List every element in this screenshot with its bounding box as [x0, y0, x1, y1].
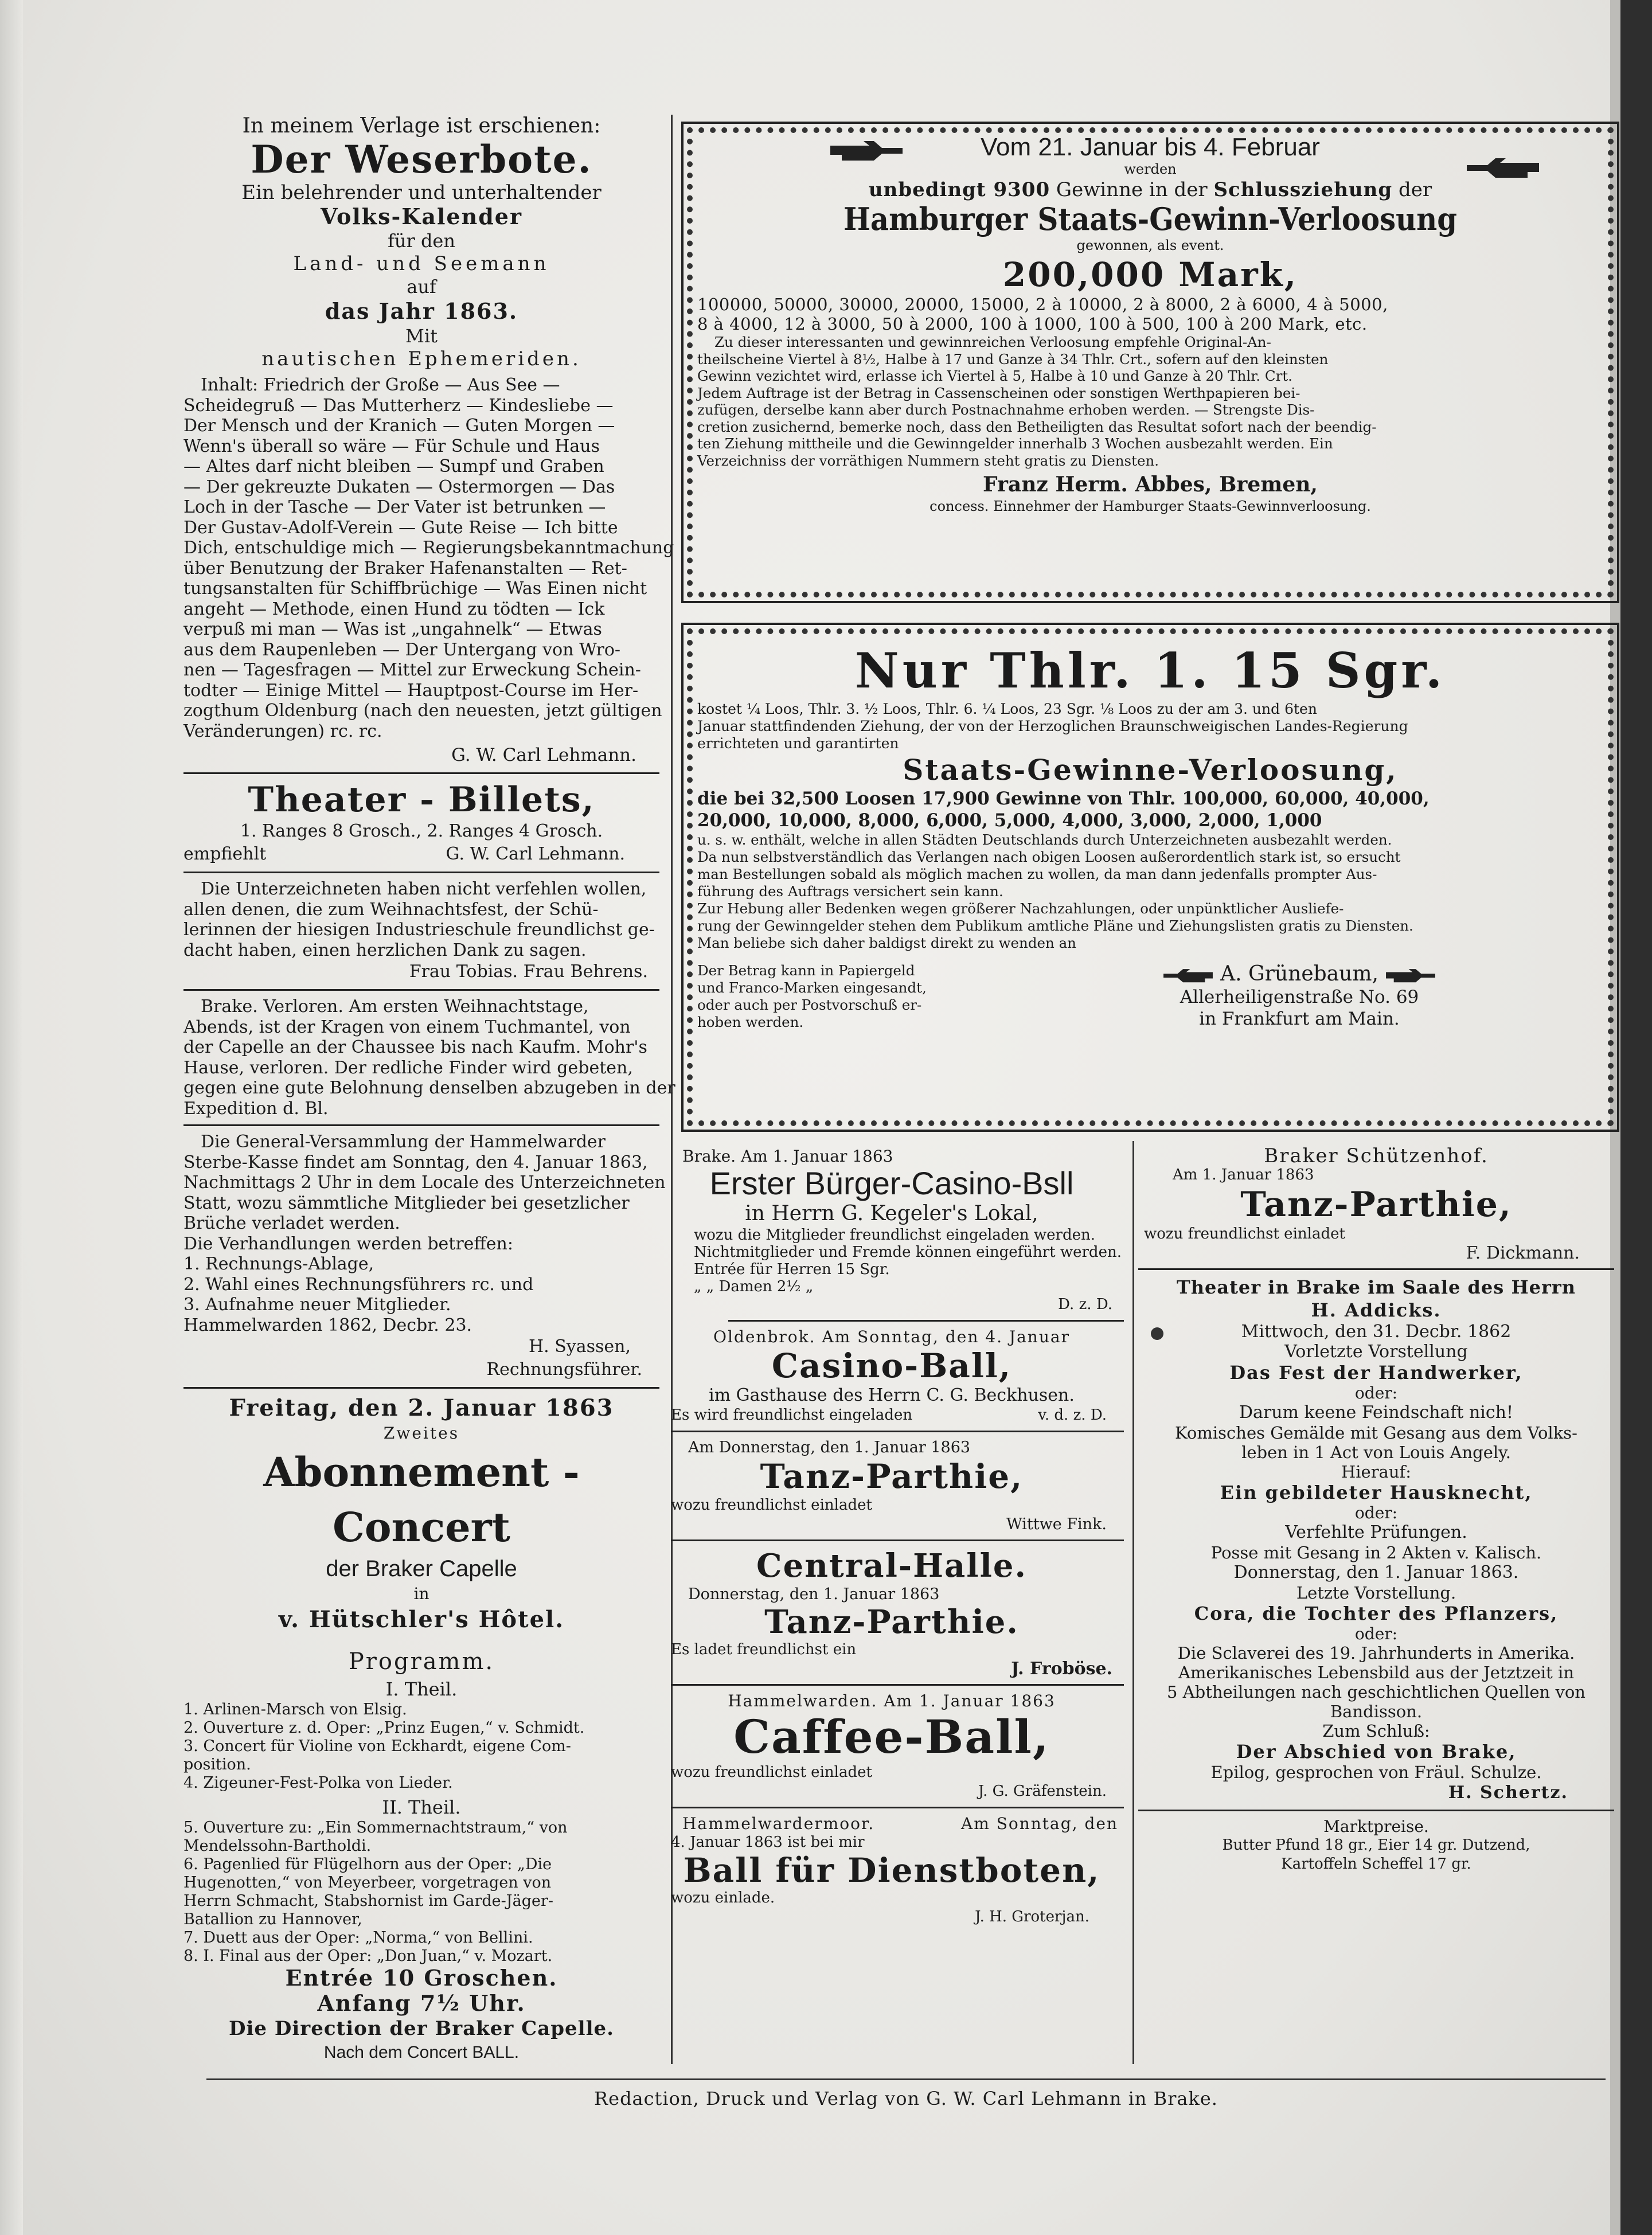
kalender-contents-line: — Altes darf nicht bleiben — Sumpf und Graben: [183, 456, 604, 476]
lottery2-prizes-1: die bei 32,500 Loosen 17,900 Gewinne von Thlr. 100,000, 60,000, 40,000,: [697, 788, 1430, 809]
lottery1-date-line: [697, 134, 1603, 161]
programme-item: 8. I. Final aus der Oper: „Don Juan,“ v. Mozart.: [183, 1947, 553, 1965]
versammlung-line: 1. Rechnungs-Ablage,: [183, 1254, 374, 1274]
lottery2-body-line: Zur Hebung aller Bedenken wegen größerer Nachzahlungen, oder unpünktlicher Ausliefe-: [697, 900, 1344, 917]
kalender-contents-line: Wenn's überall so wäre — Für Schule und Haus: [183, 436, 600, 456]
lottery2-body: [697, 831, 1603, 952]
divider: [671, 1431, 1124, 1432]
theater-play-2: Ein gebildeter Hausknecht,: [1220, 1482, 1533, 1503]
lottery1-signature: Franz Herm. Abbes, Bremen,: [983, 472, 1318, 497]
tanz1-date: Am Donnerstag, den 1. Januar 1863: [688, 1439, 971, 1456]
versammlung-line: 2. Wahl eines Rechnungsführers rc. und: [183, 1274, 534, 1295]
schuetzen-signature: F. Dickmann.: [1466, 1243, 1580, 1263]
central-date: Donnerstag, den 1. Januar 1863: [688, 1585, 940, 1603]
casino-location: in Herrn G. Kegeler's Lokal,: [745, 1202, 1038, 1225]
dienstboten-ball-advert: [659, 1814, 1124, 1927]
theater-signature: H. Schertz.: [1448, 1783, 1568, 1803]
theater-desc-2: leben in 1 Act von Louis Angely.: [1241, 1443, 1511, 1462]
lottery2-address-2: in Frankfurt am Main.: [1199, 1009, 1400, 1029]
lottery2-payment-line: und Franco-Marken eingesandt,: [697, 979, 927, 996]
caffee-ball-advert: [659, 1691, 1124, 1801]
lottery2-line-2: Januar stattfindenden Ziehung, der von der Herzoglichen Braunschweigischen Landes-Regierung: [697, 718, 1408, 734]
lottery2-name: A. Grünebaum,: [1220, 962, 1378, 986]
caffee-title: Caffee-Ball,: [733, 1710, 1050, 1764]
dienst-signature: J. H. Groterjan.: [975, 1908, 1089, 1925]
versammlung-body: [183, 1132, 666, 1335]
verloren-line: Hause, verloren. Der redliche Finder wird gebeten,: [183, 1057, 633, 1078]
caffee-date: Hammelwarden. Am 1. Januar 1863: [728, 1691, 1056, 1710]
theater-billets-advert: [183, 780, 659, 866]
lottery2-address-1: Allerheiligenstraße No. 69: [1180, 987, 1419, 1007]
buerger-casino-ball-advert: [659, 1147, 1124, 1314]
schuetzen-tanz-title: Tanz-Parthie,: [1240, 1185, 1512, 1225]
dienst-line-2: 4. Januar 1863 ist bei mir: [671, 1834, 865, 1851]
casino-date: Brake. Am 1. Januar 1863: [682, 1147, 893, 1166]
schuetzenhof-advert: [1138, 1144, 1614, 1263]
kalender-contents-line: — Der gekreuzte Dukaten — Ostermorgen — Das: [183, 476, 615, 497]
programme-item: Herrn Schmacht, Stabshornist im Garde-Jäger-: [183, 1892, 553, 1910]
schuetzen-date: Am 1. Januar 1863: [1173, 1166, 1314, 1183]
concert-theil-1: I. Theil.: [385, 1678, 458, 1700]
kalender-contents-line: todter — Einige Mittel — Hauptpost-Course im Her-: [183, 680, 639, 701]
oldenbrok-title: Casino-Ball,: [771, 1346, 1012, 1385]
lottery1-body-line: Verzeichniss der vorräthigen Nummern steht gratis zu Diensten.: [697, 452, 1159, 469]
programme-item: 1. Arlinen-Marsch von Elsig.: [183, 1701, 407, 1718]
tanz1-invite: wozu freundlichst einladet: [671, 1496, 872, 1514]
lottery1-body-line: cretion zusichernd, bemerke noch, dass den Betheiligten das Resultat sofort nach der beendig-: [697, 418, 1377, 435]
central-halle-advert: [659, 1547, 1124, 1678]
tanz1-title: Tanz-Parthie,: [760, 1457, 1024, 1496]
theater-hierauf: Hierauf:: [1341, 1462, 1412, 1482]
tanz-parthie-fink-advert: [659, 1438, 1124, 1534]
lottery1-subsignature: concess. Einnehmer der Hamburger Staats-Gewinnverloosung.: [930, 498, 1371, 514]
kalender-line-8: nautischen Ephemeriden.: [261, 347, 581, 370]
concert-date: Freitag, den 2. Januar 1863: [229, 1394, 614, 1421]
central-tanz-title: Tanz-Parthie.: [764, 1603, 1019, 1641]
theater-epilog: Epilog, gesprochen von Fräul. Schulze.: [1210, 1763, 1542, 1782]
footer-rule: [206, 2078, 1606, 2080]
pointing-hand-icon: [829, 138, 904, 163]
kalender-signature: G. W. Carl Lehmann.: [451, 745, 636, 765]
theater-oder-3: oder:: [1354, 1624, 1398, 1643]
casino-body: [659, 1226, 1124, 1295]
dank-line: dacht haben, einen herzlichen Dank zu sagen.: [183, 940, 587, 960]
theater-date-2: Donnerstag, den 1. Januar 1863.: [1233, 1562, 1519, 1583]
lottery1-body-line: Gewinn vezichtet wird, erlasse ich Viertel à 5, Halbe à 10 und Ganze à 20 Thlr. Crt.: [697, 368, 1292, 384]
divider: [671, 1807, 1124, 1808]
lottery2-address-block: [995, 962, 1603, 1031]
kalender-contents-line: verpuß mi man — Was ist „ungahnelk“ — Etwas: [183, 619, 602, 639]
lottery1-title: Hamburger Staats-Gewinn-Verloosung: [843, 201, 1458, 237]
kalender-line-1: Ein belehrender und unterhaltender: [241, 181, 602, 204]
verloren-line: gegen eine gute Belohnung denselben abzugeben in der: [183, 1078, 675, 1098]
divider: [671, 1684, 1124, 1686]
concert-direction: Die Direction der Braker Capelle.: [229, 2017, 614, 2040]
concert-hotel: v. Hütschler's Hôtel.: [278, 1606, 565, 1633]
theater-oder-1: oder:: [1354, 1384, 1398, 1402]
tanz1-signature: Wittwe Fink.: [1006, 1515, 1107, 1533]
dank-notice: [183, 879, 659, 983]
kalender-contents-line: Scheidegruß — Das Mutterherz — Kindesliebe —: [183, 395, 614, 416]
kalender-contents-line: Veränderungen) rc. rc.: [183, 721, 382, 741]
dank-line: allen denen, die zum Weihnachtsfest, der Schü-: [183, 899, 599, 920]
hamburg-lottery-advert: [681, 122, 1619, 603]
theater-billets-signature: G. W. Carl Lehmann.: [446, 844, 625, 864]
lottery2-payment-line: hoben werden.: [697, 1014, 804, 1030]
dienst-place: Hammelwardermoor.: [682, 1814, 875, 1833]
kalender-contents: [183, 375, 674, 741]
caffee-invite: wozu freundlichst einladet: [671, 1764, 872, 1781]
pointing-hand-icon: [1466, 155, 1540, 180]
programme-item: position.: [183, 1756, 251, 1773]
theater-darum: Darum keene Feindschaft nich!: [1239, 1402, 1514, 1423]
concert-in: in: [413, 1584, 429, 1603]
oldenbrok-signature: v. d. z. D.: [1038, 1406, 1107, 1424]
lottery1-count-line: [697, 178, 1603, 201]
divider: [671, 1540, 1124, 1541]
lottery1-body-line: Zu dieser interessanten und gewinnreichen Verloosung empfehle Original-An-: [714, 334, 1271, 350]
kalender-line-3: für den: [388, 230, 455, 252]
versammlung-line: Hammelwarden 1862, Decbr. 23.: [183, 1315, 472, 1335]
dienst-invite: wozu einlade.: [671, 1889, 775, 1906]
concert-zweites: Zweites: [383, 1424, 460, 1443]
dienst-date-a: Am Sonntag, den: [961, 1814, 1118, 1833]
programme-item: 2. Ouverture z. d. Oper: „Prinz Eugen,“ v. Schmidt.: [183, 1719, 585, 1737]
lottery1-werden: werden: [1124, 161, 1177, 177]
dank-signature: Frau Tobias. Frau Behrens.: [409, 962, 648, 982]
dank-body: [183, 879, 659, 960]
kalender-contents-line: aus dem Raupenleben — Der Untergang von Wro-: [183, 639, 621, 660]
casino-line: wozu die Mitglieder freundlichst eingeladen werden.: [694, 1226, 1096, 1244]
schuetzen-invite: wozu freundlichst einladet: [1144, 1225, 1345, 1242]
lottery1-der: der: [1398, 178, 1432, 201]
pointing-hand-icon: [1162, 967, 1214, 984]
oldenbrok-casino-ball-advert: [659, 1327, 1124, 1425]
programme-item: 7. Duett aus der Oper: „Norma,“ von Bellini.: [183, 1929, 533, 1947]
central-invite: Es ladet freundlichst ein: [671, 1641, 857, 1658]
theater-heading-2: H. Addicks.: [1311, 1299, 1442, 1321]
middle-column: [659, 1147, 1124, 1927]
theater-sclaverei-1: Die Sclaverei des 19. Jahrhunderts in Amerika.: [1177, 1643, 1575, 1663]
divider: [183, 772, 659, 774]
lottery2-line-3: errichteten und garantirten: [697, 735, 899, 752]
lottery1-body-line: ten Ziehung mittheile und die Gewinngelder innerhalb 3 Wochen ausbezahlt werden. Ein: [697, 435, 1333, 452]
kalender-contents-line: Loch in der Tasche — Der Vater ist betrunken —: [183, 497, 606, 517]
page-left-edge: [0, 0, 23, 2235]
kalender-advert: [183, 114, 674, 767]
lottery2-name-line: [995, 962, 1603, 986]
concert-anfang: Anfang 7½ Uhr.: [317, 1990, 526, 2016]
kalender-contents-line: angeht — Methode, einen Hund zu tödten — Ick: [183, 599, 605, 619]
theater-desc-1: Komisches Gemälde mit Gesang aus dem Volks-: [1175, 1423, 1577, 1443]
theater-play-1: Das Fest der Handwerker,: [1229, 1362, 1523, 1384]
lottery2-line-1: kostet ¼ Loos, Thlr. 3. ½ Loos, Thlr. 6. ¼ Loos, 23 Sgr. ⅛ Loos zu der am 3. und 6ten: [697, 701, 1317, 717]
kalender-year: das Jahr 1863.: [325, 298, 518, 324]
lottery1-date: Vom 21. Januar bis 4. Februar: [981, 133, 1320, 161]
casino-title: Erster Bürger-Casino-Bsll: [709, 1165, 1074, 1201]
markt-title: Marktpreise.: [1323, 1817, 1429, 1836]
lottery2-payment-line: oder auch per Postvorschuß er-: [697, 997, 922, 1013]
concert-programme-part-1: [183, 1701, 659, 1792]
oldenbrok-invite: Es wird freundlichst eingeladen: [671, 1406, 913, 1424]
divider: [183, 872, 659, 873]
lottery2-body-line: man Bestellungen sobald als möglich machen zu wollen, da man dann jedenfalls prompter Aus-: [697, 866, 1377, 882]
programme-item: Batallion zu Hannover,: [183, 1910, 362, 1928]
theater-billets-empfiehlt: empfiehlt: [183, 844, 267, 864]
central-title: Central-Halle.: [756, 1547, 1027, 1585]
lottery2-body-line: rung der Gewinngelder stehen dem Publikum amtliche Pläne und Ziehungslisten gratis zu Diensten.: [697, 917, 1413, 934]
theater-billets-prices: 1. Ranges 8 Grosch., 2. Ranges 4 Grosch.: [240, 821, 603, 841]
verloren-body: [183, 997, 675, 1119]
dank-line: Die Unterzeichneten haben nicht verfehlen wollen,: [201, 879, 647, 899]
versammlung-line: 3. Aufnahme neuer Mitglieder.: [183, 1295, 451, 1315]
kalender-contents-line: Der Gustav-Adolf-Verein — Gute Reise — Ich bitte: [183, 517, 618, 538]
casino-line: Entrée für Herren 15 Sgr.: [694, 1261, 890, 1278]
pointing-hand-icon: [1385, 967, 1436, 984]
theater-heading-1: Theater in Brake im Saale des Herrn: [1176, 1276, 1576, 1298]
concert-title: Abonnement - Concert: [263, 1448, 580, 1551]
theater-oder-2: oder:: [1354, 1503, 1398, 1522]
divider: [728, 1320, 1124, 1322]
lottery1-prizes-1: 100000, 50000, 30000, 20000, 15000, 2 à 10000, 2 à 8000, 2 à 6000, 4 à 5000,: [697, 295, 1388, 314]
oldenbrok-location: im Gasthause des Herrn C. G. Beckhusen.: [709, 1385, 1075, 1405]
kalender-contents-line: Der Mensch und der Kranich — Guten Morgen —: [183, 416, 615, 436]
lottery2-title: Nur Thlr. 1. 15 Sgr.: [854, 642, 1446, 699]
lottery2-body-line: u. s. w. enthält, welche in allen Städten Deutschlands durch Unterzeichneten ausbezahlt werden.: [697, 831, 1392, 848]
theater-billets-title: Theater - Billets,: [248, 780, 595, 820]
footer-imprint: Redaction, Druck und Verlag von G. W. Carl Lehmann in Brake.: [594, 2088, 1218, 2109]
versammlung-line: Statt, wozu sämmtliche Mitglieder bei gesetzlicher: [183, 1193, 630, 1213]
divider: [183, 1124, 659, 1126]
oldenbrok-line: [659, 1406, 1124, 1425]
concert-theil-2: II. Theil.: [382, 1796, 461, 1818]
verloren-line: Expedition d. Bl.: [183, 1098, 329, 1119]
concert-programm: Programm.: [348, 1648, 495, 1675]
versammlung-line: Die Verhandlungen werden betreffen:: [183, 1233, 513, 1254]
theater-verfehlte: Verfehlte Prüfungen.: [1285, 1522, 1467, 1542]
kalender-title: Der Weserbote.: [251, 137, 592, 182]
kalender-intro: In meinem Verlage ist erschienen:: [242, 114, 601, 138]
lottery2-body-line: Da nun selbstverständlich das Verlangen nach obigen Loosen außerordentlich stark ist, so ersucht: [697, 849, 1401, 865]
kalender-contents-line: nen — Tagesfragen — Mittel zur Erweckung Schein-: [183, 660, 641, 680]
lottery2-body-line: Man beliebe sich daher baldigst direkt zu wenden an: [697, 935, 1076, 951]
lottery1-prizes-2: 8 à 4000, 12 à 3000, 50 à 2000, 100 à 1000, 100 à 500, 100 à 200 Mark, etc.: [697, 314, 1368, 334]
kalender-contents-line: Dich, entschuldige mich — Regierungsbekanntmachung: [183, 538, 674, 558]
theater-vorletzte: Vorletzte Vorstellung: [1284, 1342, 1468, 1362]
concert-entree: Entrée 10 Groschen.: [285, 1965, 558, 1991]
versammlung-line: Sterbe-Kasse findet am Sonntag, den 4. Januar 1863,: [183, 1152, 648, 1173]
lottery1-schlussziehung: Schlussziehung: [1213, 178, 1393, 201]
theater-sclaverei-2: Amerikanisches Lebensbild aus der Jetztzeit in: [1178, 1663, 1574, 1682]
versammlung-line: Brüche verladet werden.: [183, 1213, 400, 1233]
kalender-contents-line: über Benutzung der Braker Hafenanstalten — Ret-: [183, 558, 627, 579]
programme-item: Mendelssohn-Bartholdi.: [183, 1837, 372, 1855]
markt-line-2: Kartoffeln Scheffel 17 gr.: [1281, 1855, 1471, 1873]
lottery2-payment-line: Der Betrag kann in Papiergeld: [697, 962, 915, 979]
programme-item: 5. Ouverture zu: „Ein Sommernachtstraum,“ von: [183, 1819, 568, 1837]
kalender-line-5: auf: [407, 276, 436, 298]
verloren-line: Brake. Verloren. Am ersten Weihnachtstage,: [201, 997, 589, 1017]
lottery1-amount: 200,000 Mark,: [1002, 255, 1298, 294]
programme-item: 4. Zigeuner-Fest-Polka von Lieder.: [183, 1774, 453, 1792]
theater-letzte: Letzte Vorstellung.: [1296, 1583, 1456, 1603]
kalender-contents-line: zogthum Oldenburg (nach den neuesten, jetzt gültigen: [183, 701, 662, 721]
programme-item: Hugenotten,“ von Meyerbeer, vorgetragen von: [183, 1874, 552, 1892]
concert-advert: [183, 1394, 659, 2064]
casino-line: Nichtmitglieder und Fremde können eingeführt werden.: [694, 1244, 1122, 1261]
divider: [183, 1387, 659, 1389]
oldenbrok-date: Oldenbrok. Am Sonntag, den 4. Januar: [713, 1327, 1070, 1346]
versammlung-line: Die General-Versammlung der Hammelwarder: [201, 1132, 606, 1152]
programme-item: 6. Pagenlied für Flügelhorn aus der Oper: „Die: [183, 1855, 552, 1873]
divider: [1138, 1268, 1614, 1270]
versammlung-line: Nachmittags 2 Uhr in dem Locale des Unterzeichneten: [183, 1173, 666, 1193]
versammlung-signature-name: H. Syassen,: [528, 1337, 631, 1357]
dienst-line-1: [659, 1814, 1124, 1833]
concert-capelle: der Braker Capelle: [326, 1556, 517, 1581]
lottery2-subtitle: Staats-Gewinne-Verloosung,: [903, 753, 1398, 787]
left-column: [183, 114, 675, 2064]
kalender-contents-line: Inhalt: Friedrich der Große — Aus See —: [201, 375, 560, 395]
kalender-line-2: Volks-Kalender: [321, 204, 522, 229]
ink-spot: [1151, 1327, 1163, 1340]
divider: [1138, 1810, 1614, 1811]
central-signature: J. Froböse.: [1011, 1659, 1112, 1679]
divider: [183, 989, 659, 991]
theater-billets-line-2: [183, 843, 659, 866]
caffee-signature: J. G. Gräfenstein.: [978, 1783, 1107, 1800]
page-dark-margin: [1620, 0, 1652, 2235]
lottery2-body-line: führung des Auftrags versichert sein kann.: [697, 883, 1003, 900]
theater-brake-advert: [1138, 1276, 1614, 1804]
casino-signature: D. z. D.: [1058, 1296, 1112, 1313]
marktpreise: [1138, 1817, 1614, 1874]
theater-play-4: Der Abschied von Brake,: [1236, 1741, 1517, 1763]
markt-line-1: Butter Pfund 18 gr., Eier 14 gr. Dutzend,: [1222, 1837, 1530, 1854]
casino-line: „ „ Damen 2½ „: [694, 1278, 814, 1295]
theater-sclaverei-3: 5 Abtheilungen nach geschichtlichen Quellen von: [1167, 1682, 1585, 1702]
kalender-contents-line: tungsanstalten für Schiffbrüchige — Was Einen nicht: [183, 579, 647, 599]
theater-zum-schluss: Zum Schluß:: [1322, 1721, 1430, 1741]
versammlung-notice: [183, 1132, 666, 1381]
kalender-line-7: Mit: [405, 325, 438, 347]
braunschweig-lottery-advert: [681, 623, 1619, 1132]
lottery2-payment-note: [697, 962, 995, 1031]
column-rule-right: [1132, 1141, 1134, 2064]
dienst-title: Ball für Dienstboten,: [683, 1851, 1100, 1890]
lottery2-footer: [697, 962, 1603, 1031]
theater-date: Mittwoch, den 31. Decbr. 1862: [1241, 1322, 1512, 1342]
kalender-line-4: Land- und Seemann: [293, 252, 550, 275]
right-column: [1138, 1144, 1614, 1874]
versammlung-signature-role: Rechnungsführer.: [486, 1359, 642, 1380]
programme-item: 3. Concert für Violine von Eckhardt, eigene Com-: [183, 1737, 571, 1755]
lottery1-body-line: Jedem Auftrage ist der Betrag in Cassenscheinen oder sonstigen Werthpapieren bei-: [697, 384, 1300, 401]
verloren-line: Abends, ist der Kragen von einem Tuchmantel, von: [183, 1017, 631, 1037]
concert-programme-part-2: [183, 1819, 659, 1966]
lottery1-body: [697, 334, 1603, 469]
theater-sclaverei-4: Bandisson.: [1330, 1702, 1423, 1721]
verloren-notice: [183, 997, 675, 1119]
dank-line: lerinnen der hiesigen Industrieschule freundlichst ge-: [183, 920, 655, 940]
lottery1-body-line: theilscheine Viertel à 8½, Halbe à 17 und Ganze à 34 Thlr. Crt., sofern auf den kleinsten: [697, 350, 1329, 368]
lottery1-count: unbedingt 9300: [868, 178, 1050, 201]
lottery2-prizes-2: 20,000, 10,000, 8,000, 6,000, 5,000, 4,000, 3,000, 2,000, 1,000: [697, 810, 1322, 831]
concert-ball: Nach dem Concert BALL.: [323, 2043, 520, 2062]
schuetzen-title: Braker Schützenhof.: [1264, 1144, 1489, 1167]
theater-posse: Posse mit Gesang in 2 Akten v. Kalisch.: [1210, 1543, 1542, 1562]
lottery1-count-text: Gewinne in der: [1056, 178, 1208, 201]
verloren-line: der Capelle an der Chaussee bis nach Kaufm. Mohr's: [183, 1037, 647, 1057]
lottery1-body-line: zufügen, derselbe kann aber durch Postnachnahme erhoben werden. — Strengste Dis-: [697, 401, 1315, 418]
theater-play-3: Cora, die Tochter des Pflanzers,: [1194, 1603, 1559, 1624]
lottery1-gewonnen: gewonnen, als event.: [1076, 237, 1224, 253]
